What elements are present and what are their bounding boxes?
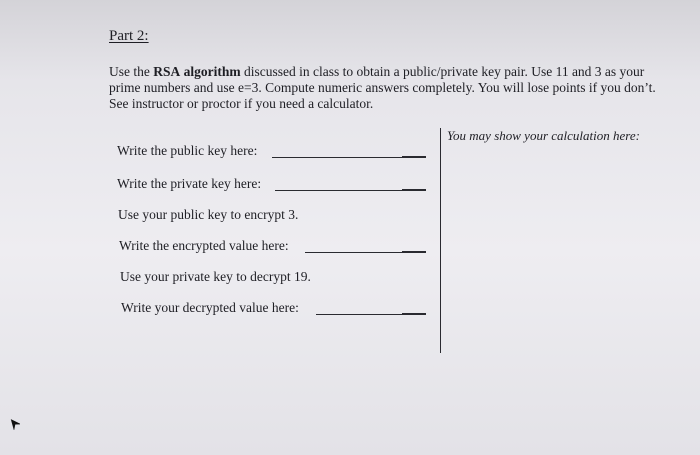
- public-key-answer-blank[interactable]: [272, 157, 426, 158]
- calculation-note: You may show your calculation here:: [447, 128, 640, 143]
- encrypt-instruction: Use your public key to encrypt 3.: [118, 207, 299, 222]
- part-title: Part 2:: [109, 28, 149, 44]
- private-key-answer-blank[interactable]: [275, 190, 426, 191]
- private-key-prompt: Write the private key here:: [117, 176, 262, 191]
- calculation-divider: [440, 128, 441, 353]
- decrypted-value-answer-blank[interactable]: [316, 314, 426, 315]
- decrypt-instruction: Use your private key to decrypt 19.: [120, 269, 311, 284]
- mouse-pointer-icon: [8, 416, 20, 430]
- encrypted-value-prompt: Write the encrypted value here:: [119, 238, 289, 253]
- instructions-paragraph: Use the RSA algorithm discussed in class to obtain a public/private key pair. Use 11 and 3 as your prime numbers and use e=3. Compute numeric answers completely. You will lose points if you don’t. See instructor or proctor if you need a calculator.: [109, 64, 656, 111]
- encrypted-value-answer-blank[interactable]: [305, 252, 426, 253]
- public-key-prompt: Write the public key here:: [117, 143, 258, 158]
- decrypted-value-prompt: Write your decrypted value here:: [121, 300, 299, 315]
